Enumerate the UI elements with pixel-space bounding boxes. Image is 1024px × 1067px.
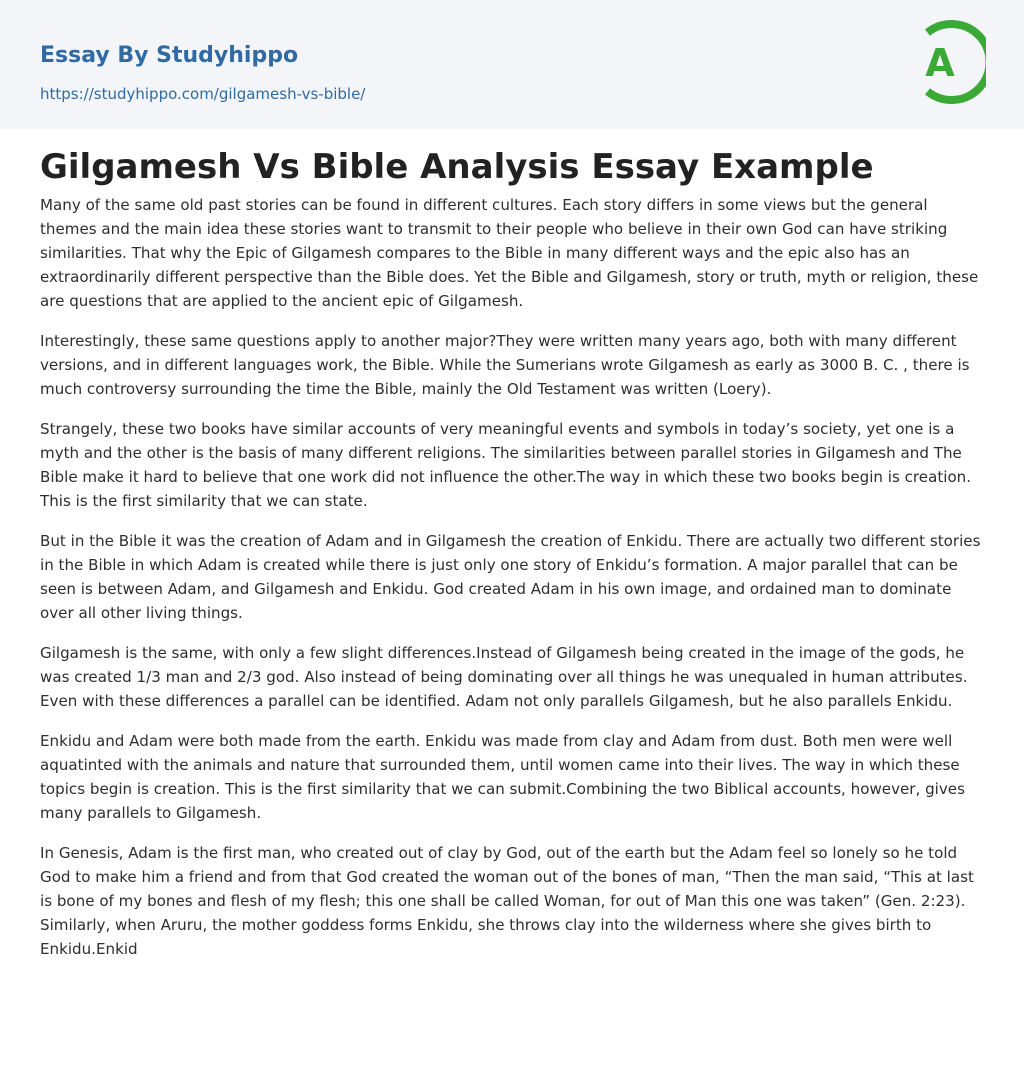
essay-url-link[interactable]: https://studyhippo.com/gilgamesh-vs-bible/ [40, 85, 366, 103]
brand-title[interactable]: Essay By Studyhippo [40, 43, 299, 68]
essay-paragraph: Interestingly, these same questions apply to another major?They were written many years ago, both with many different versions, and in different languages work, the Bible. While the Sumerians wrote Gilgamesh as early as 3000 B. C. , there is much controversy surrounding the time the Bible, mainly the Old Testament was written (Loery). [40, 332, 970, 398]
essay-paragraph: Many of the same old past stories can be found in different cultures. Each story differs in some views but the general themes and the main idea these stories want to transmit to their people who believe in their own God can have striking similarities. That why the Epic of Gilgamesh compares to the Bible in many different ways and the epic also has an extraordinarily different perspective than the Bible does. Yet the Bible and Gilgamesh, story or truth, myth or religion, these are questions that are applied to the ancient epic of Gilgamesh. [40, 196, 979, 310]
essay-paragraph: In Genesis, Adam is the first man, who created out of clay by God, out of the earth but the Adam feel so lonely so he told God to make him a friend and from that God created the woman out of the bones of man, “Then the man said, “This at last is bone of my bones and flesh of my flesh; this one shall be called Woman, for out of Man this one was taken” (Gen. 2:23). Similarly, when Aruru, the mother goddess forms Enkidu, she throws clay into the wilderness where she gives birth to Enkidu.Enkid [40, 844, 974, 958]
page-title: Gilgamesh Vs Bible Analysis Essay Example [40, 147, 874, 187]
site-header [0, 0, 1024, 129]
essay-body [40, 193, 984, 961]
essay-paragraph: Strangely, these two books have similar accounts of very meaningful events and symbols in today’s society, yet one is a myth and the other is the basis of many different religions. The similarities between parallel stories in Gilgamesh and The Bible make it hard to believe that one work did not influence the other.The way in which these two books begin is creation. This is the first similarity that we can state. [40, 420, 972, 510]
essay-paragraph: But in the Bible it was the creation of Adam and in Gilgamesh the creation of Enkidu. There are actually two different stories in the Bible in which Adam is created while there is just only one story of Enkidu’s formation. A major parallel that can be seen is between Adam, and Gilgamesh and Enkidu. God created Adam in his own image, and ordained man to dominate over all other living things. [40, 532, 981, 622]
studyhippo-logo-icon[interactable] [910, 18, 986, 106]
logo-letter: A [925, 41, 955, 85]
essay-paragraph: Gilgamesh is the same, with only a few slight differences.Instead of Gilgamesh being created in the image of the gods, he was created 1/3 man and 2/3 god. Also instead of being dominating over all things he was unequaled in human attributes. Even with these differences a parallel can be identified. Adam not only parallels Gilgamesh, but he also parallels Enkidu. [40, 644, 968, 710]
main-content [0, 129, 1024, 961]
essay-paragraph: Enkidu and Adam were both made from the earth. Enkidu was made from clay and Adam from dust. Both men were well aquatinted with the animals and nature that surrounded them, until women came into their lives. The way in which these topics begin is creation. This is the first similarity that we can submit.Combining the two Biblical accounts, however, gives many parallels to Gilgamesh. [40, 732, 965, 822]
